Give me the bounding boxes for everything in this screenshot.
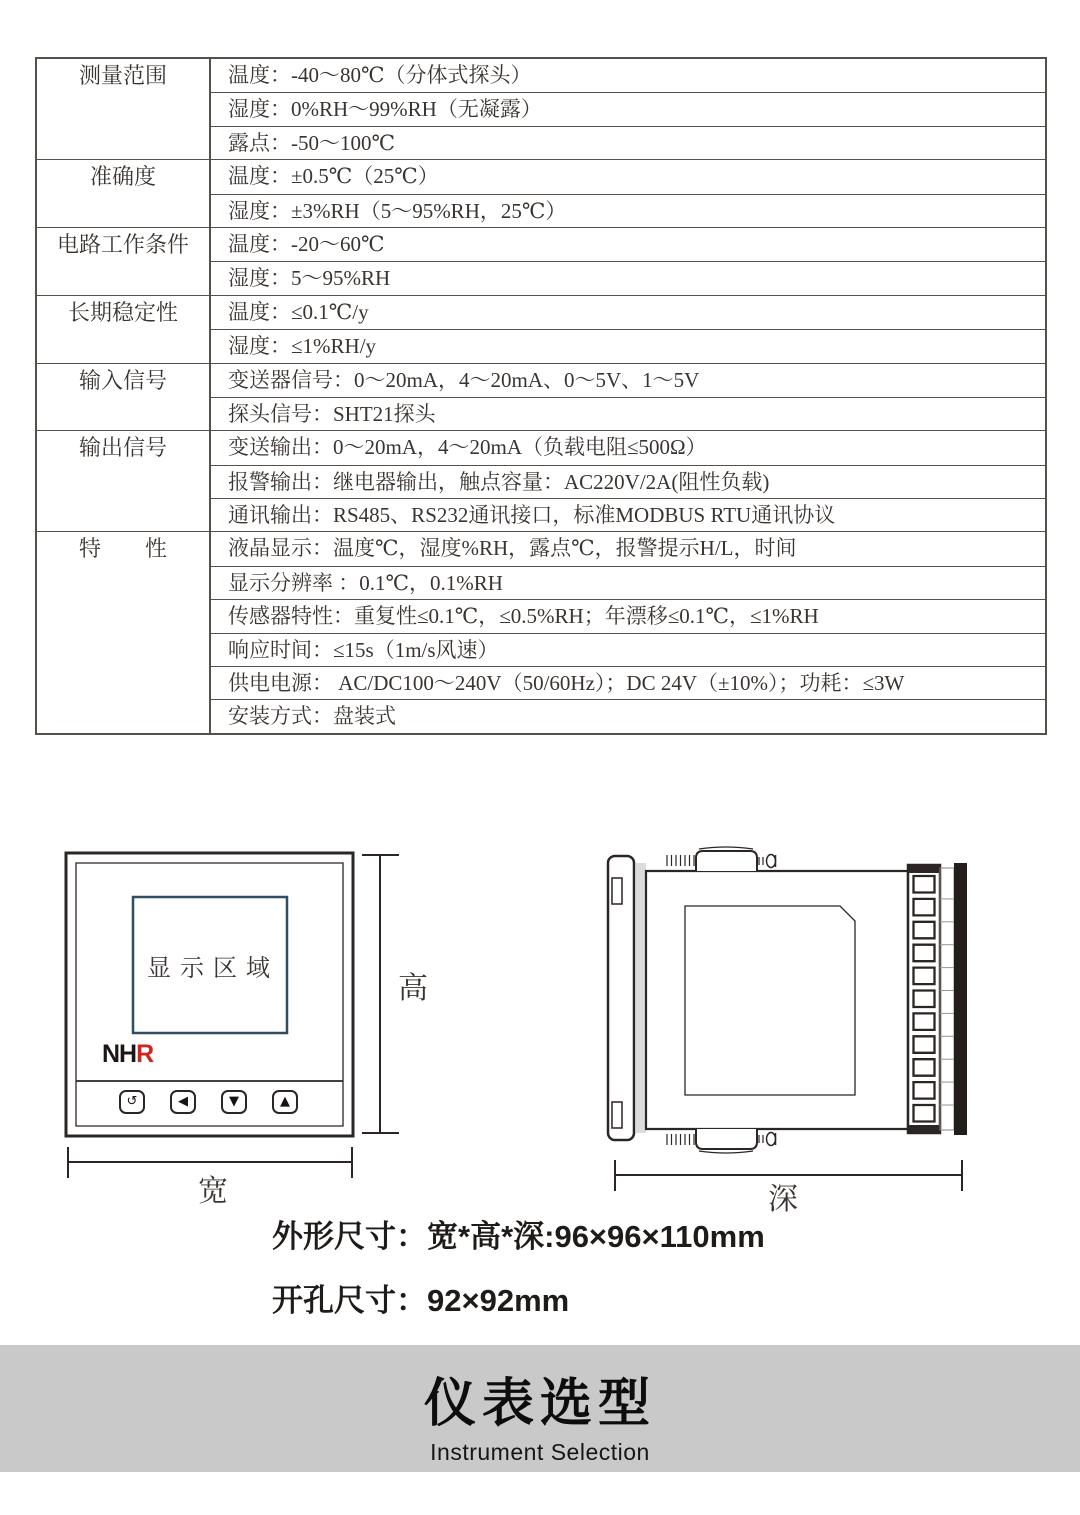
spec-group	[37, 363, 1045, 431]
spec-table	[35, 57, 1047, 735]
top-mount-screw	[667, 847, 776, 871]
spec-value-cell: 显示分辨率 ：0.1℃，0.1%RH	[211, 566, 1045, 599]
height-dim-label: 高	[398, 972, 428, 1005]
loop-key-icon: ↺	[119, 1090, 145, 1114]
spec-group	[37, 295, 1045, 363]
banner-subtitle: Instrument Selection	[430, 1439, 650, 1465]
down-key-icon: ▼	[221, 1090, 247, 1114]
spec-group-label: 输入信号	[37, 364, 211, 431]
spec-value-cell: 响应时间：≤15s（1m/s风速）	[211, 633, 1045, 666]
spec-group	[37, 430, 1045, 531]
nhr-logo-nh: NH	[102, 1040, 137, 1068]
width-dimension-line	[68, 1147, 352, 1178]
spec-value-cell: 湿度：≤1%RH/y	[211, 329, 1045, 362]
spec-value-cell: 报警输出：继电器输出，触点容量：AC220V/2A(阻性负载)	[211, 465, 1045, 498]
up-key-icon: ▲	[272, 1090, 298, 1114]
display-area-label: 显示区域	[147, 955, 279, 982]
nhr-logo	[102, 1042, 153, 1067]
spec-group-label: 输出信号	[37, 431, 211, 531]
spec-group	[37, 531, 1045, 732]
bottom-mount-screw	[667, 1129, 776, 1153]
spec-value-cell: 湿度：5～95%RH	[211, 261, 1045, 294]
spec-group-label: 长期稳定性	[37, 296, 211, 363]
cutout-size-text: 开孔尺寸：92×92mm	[272, 1283, 570, 1318]
front-button-row	[119, 1090, 298, 1114]
spec-group	[37, 227, 1045, 295]
spec-value-cell: 传感器特性：重复性≤0.1℃，≤0.5%RH；年漂移≤0.1℃，≤1%RH	[211, 599, 1045, 632]
spec-value-cell: 温度：≤0.1℃/y	[228, 299, 369, 324]
section-banner	[0, 1345, 1080, 1472]
spec-value-cell: 湿度：±3%RH（5～95%RH，25℃）	[211, 194, 1045, 227]
spec-value-cell: 通讯输出：RS485、RS232通讯接口，标准MODBUS RTU通讯协议	[211, 498, 1045, 531]
nhr-logo-r: R	[136, 1040, 154, 1068]
banner-title: 仪表选型	[423, 1375, 656, 1433]
spec-group-label: 电路工作条件	[37, 228, 211, 295]
spec-value-cell: 供电电源： AC/DC100～240V（50/60Hz）；DC 24V（±10%）；功耗：≤3W	[211, 666, 1045, 699]
spec-value-cell: 探头信号：SHT21探头	[211, 397, 1045, 430]
width-dim-label: 宽	[198, 1175, 228, 1208]
height-dimension-line	[362, 855, 399, 1133]
spec-value-cell: 安装方式：盘装式	[211, 699, 1045, 732]
spec-value-cell: 变送输出：0～20mA，4～20mA（负载电阻≤500Ω）	[228, 435, 707, 460]
spec-value-cell: 湿度：0%RH～99%RH（无凝露）	[211, 92, 1045, 125]
spec-group-label: 准确度	[37, 160, 211, 227]
spec-value-cell: 温度：-20～60℃	[228, 231, 385, 256]
spec-value-cell: 温度：±0.5℃（25℃）	[228, 164, 439, 189]
spec-value-cell: 露点：-50～100℃	[211, 126, 1045, 159]
spec-value-cell: 液晶显示：温度℃，湿度%RH，露点℃，报警提示H/L，时间	[228, 536, 797, 561]
terminal-block	[908, 863, 967, 1135]
left-key-icon: ◀	[170, 1090, 196, 1114]
depth-dim-label: 深	[768, 1183, 798, 1216]
spec-value-cell: 温度：-40～80℃（分体式探头）	[228, 63, 532, 87]
side-view-drawing	[595, 845, 980, 1205]
spec-group	[37, 159, 1045, 227]
spec-group-label: 特 性	[37, 532, 211, 732]
spec-group-label: 测量范围	[37, 59, 211, 159]
spec-group	[37, 59, 1045, 159]
outline-size-text: 外形尺寸：宽*高*深:96×96×110mm	[272, 1219, 765, 1254]
spec-value-cell: 变送器信号：0～20mA，4～20mA、0～5V、1～5V	[228, 367, 700, 392]
